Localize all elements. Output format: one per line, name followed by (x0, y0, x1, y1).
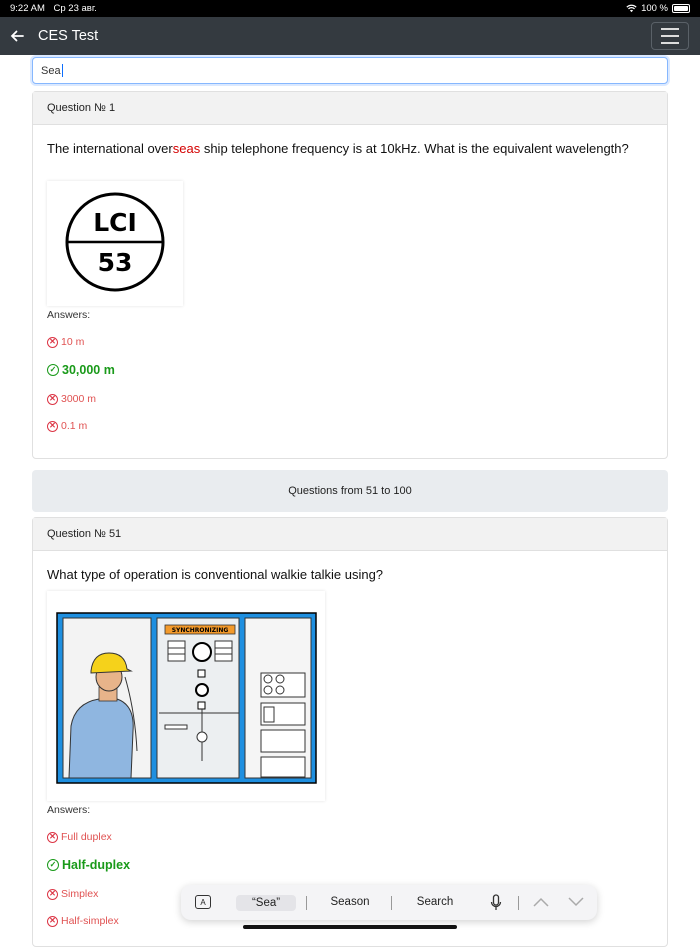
suggestion-season[interactable]: Season (330, 896, 370, 908)
answer-option-correct: ✓ 30,000 m (33, 363, 115, 377)
answer-option: ✕ Simplex (33, 888, 98, 900)
answer-option: ✕ 0.1 m (33, 420, 87, 432)
x-circle-icon: ✕ (47, 394, 58, 405)
arrow-left-icon (10, 30, 24, 42)
home-indicator[interactable] (243, 925, 457, 929)
chevron-up-icon[interactable] (533, 897, 549, 907)
lci-symbol-image (47, 181, 183, 306)
hamburger-menu-button[interactable] (651, 22, 689, 50)
suggestion-quoted[interactable]: “Sea” (236, 895, 296, 911)
svg-text:SYNCHRONIZING: SYNCHRONIZING (171, 627, 229, 634)
answer-option-correct: ✓ Half-duplex (33, 858, 130, 872)
suggestion-separator (306, 896, 307, 910)
answer-option: ✕ 3000 m (33, 393, 96, 405)
chevron-down-icon[interactable] (568, 897, 584, 907)
battery-percent: 100 % (641, 3, 668, 14)
suggestion-separator (518, 896, 519, 910)
svg-text:53: 53 (97, 248, 133, 277)
question-text: The international overseas ship telephone frequency is at 10kHz. What is the equivalent wavelength? (47, 141, 629, 156)
text-caret (62, 64, 63, 77)
answer-option: ✕ Half-simplex (33, 915, 119, 927)
x-circle-icon: ✕ (47, 337, 58, 348)
status-time: 9:22 AM (10, 3, 45, 14)
back-button[interactable] (2, 17, 32, 55)
x-circle-icon: ✕ (47, 832, 58, 843)
page-title: CES Test (38, 28, 99, 44)
hamburger-icon-line (661, 42, 679, 44)
suggestion-separator (391, 896, 392, 910)
answer-option: ✕ Full duplex (33, 831, 112, 843)
keyboard-text-format-icon[interactable]: A (195, 895, 211, 909)
hamburger-icon-line (661, 35, 679, 37)
status-date: Ср 23 авг. (53, 3, 97, 14)
hamburger-icon-line (661, 28, 679, 30)
wifi-icon (626, 4, 637, 13)
battery-icon (672, 4, 690, 13)
question-header: Question № 51 (33, 518, 667, 551)
question-image (47, 181, 183, 306)
suggestion-search[interactable]: Search (416, 896, 454, 908)
question-text: What type of operation is conventional walkie talkie using? (47, 567, 384, 582)
question-card (32, 91, 668, 459)
answers-label: Answers: (47, 309, 91, 321)
x-circle-icon: ✕ (47, 421, 58, 432)
navbar (0, 17, 700, 55)
check-circle-icon: ✓ (47, 859, 59, 871)
answer-option: ✕ 10 m (33, 336, 84, 348)
svg-text:LCI: LCI (93, 208, 137, 237)
search-input-value: Sea (41, 64, 61, 77)
status-bar (0, 0, 700, 17)
x-circle-icon: ✕ (47, 916, 58, 927)
question-card (32, 517, 668, 947)
walkie-talkie-illustration (47, 591, 325, 801)
question-header: Question № 1 (33, 92, 667, 125)
x-circle-icon: ✕ (47, 889, 58, 900)
microphone-icon[interactable] (490, 894, 502, 912)
keyboard-suggestion-bar (181, 885, 597, 920)
check-circle-icon: ✓ (47, 364, 59, 376)
search-input[interactable] (32, 57, 668, 84)
search-highlight: seas (172, 141, 201, 156)
question-image (47, 591, 325, 801)
questions-range-label: Questions from 51 to 100 (32, 470, 668, 512)
answers-label: Answers: (47, 804, 91, 816)
